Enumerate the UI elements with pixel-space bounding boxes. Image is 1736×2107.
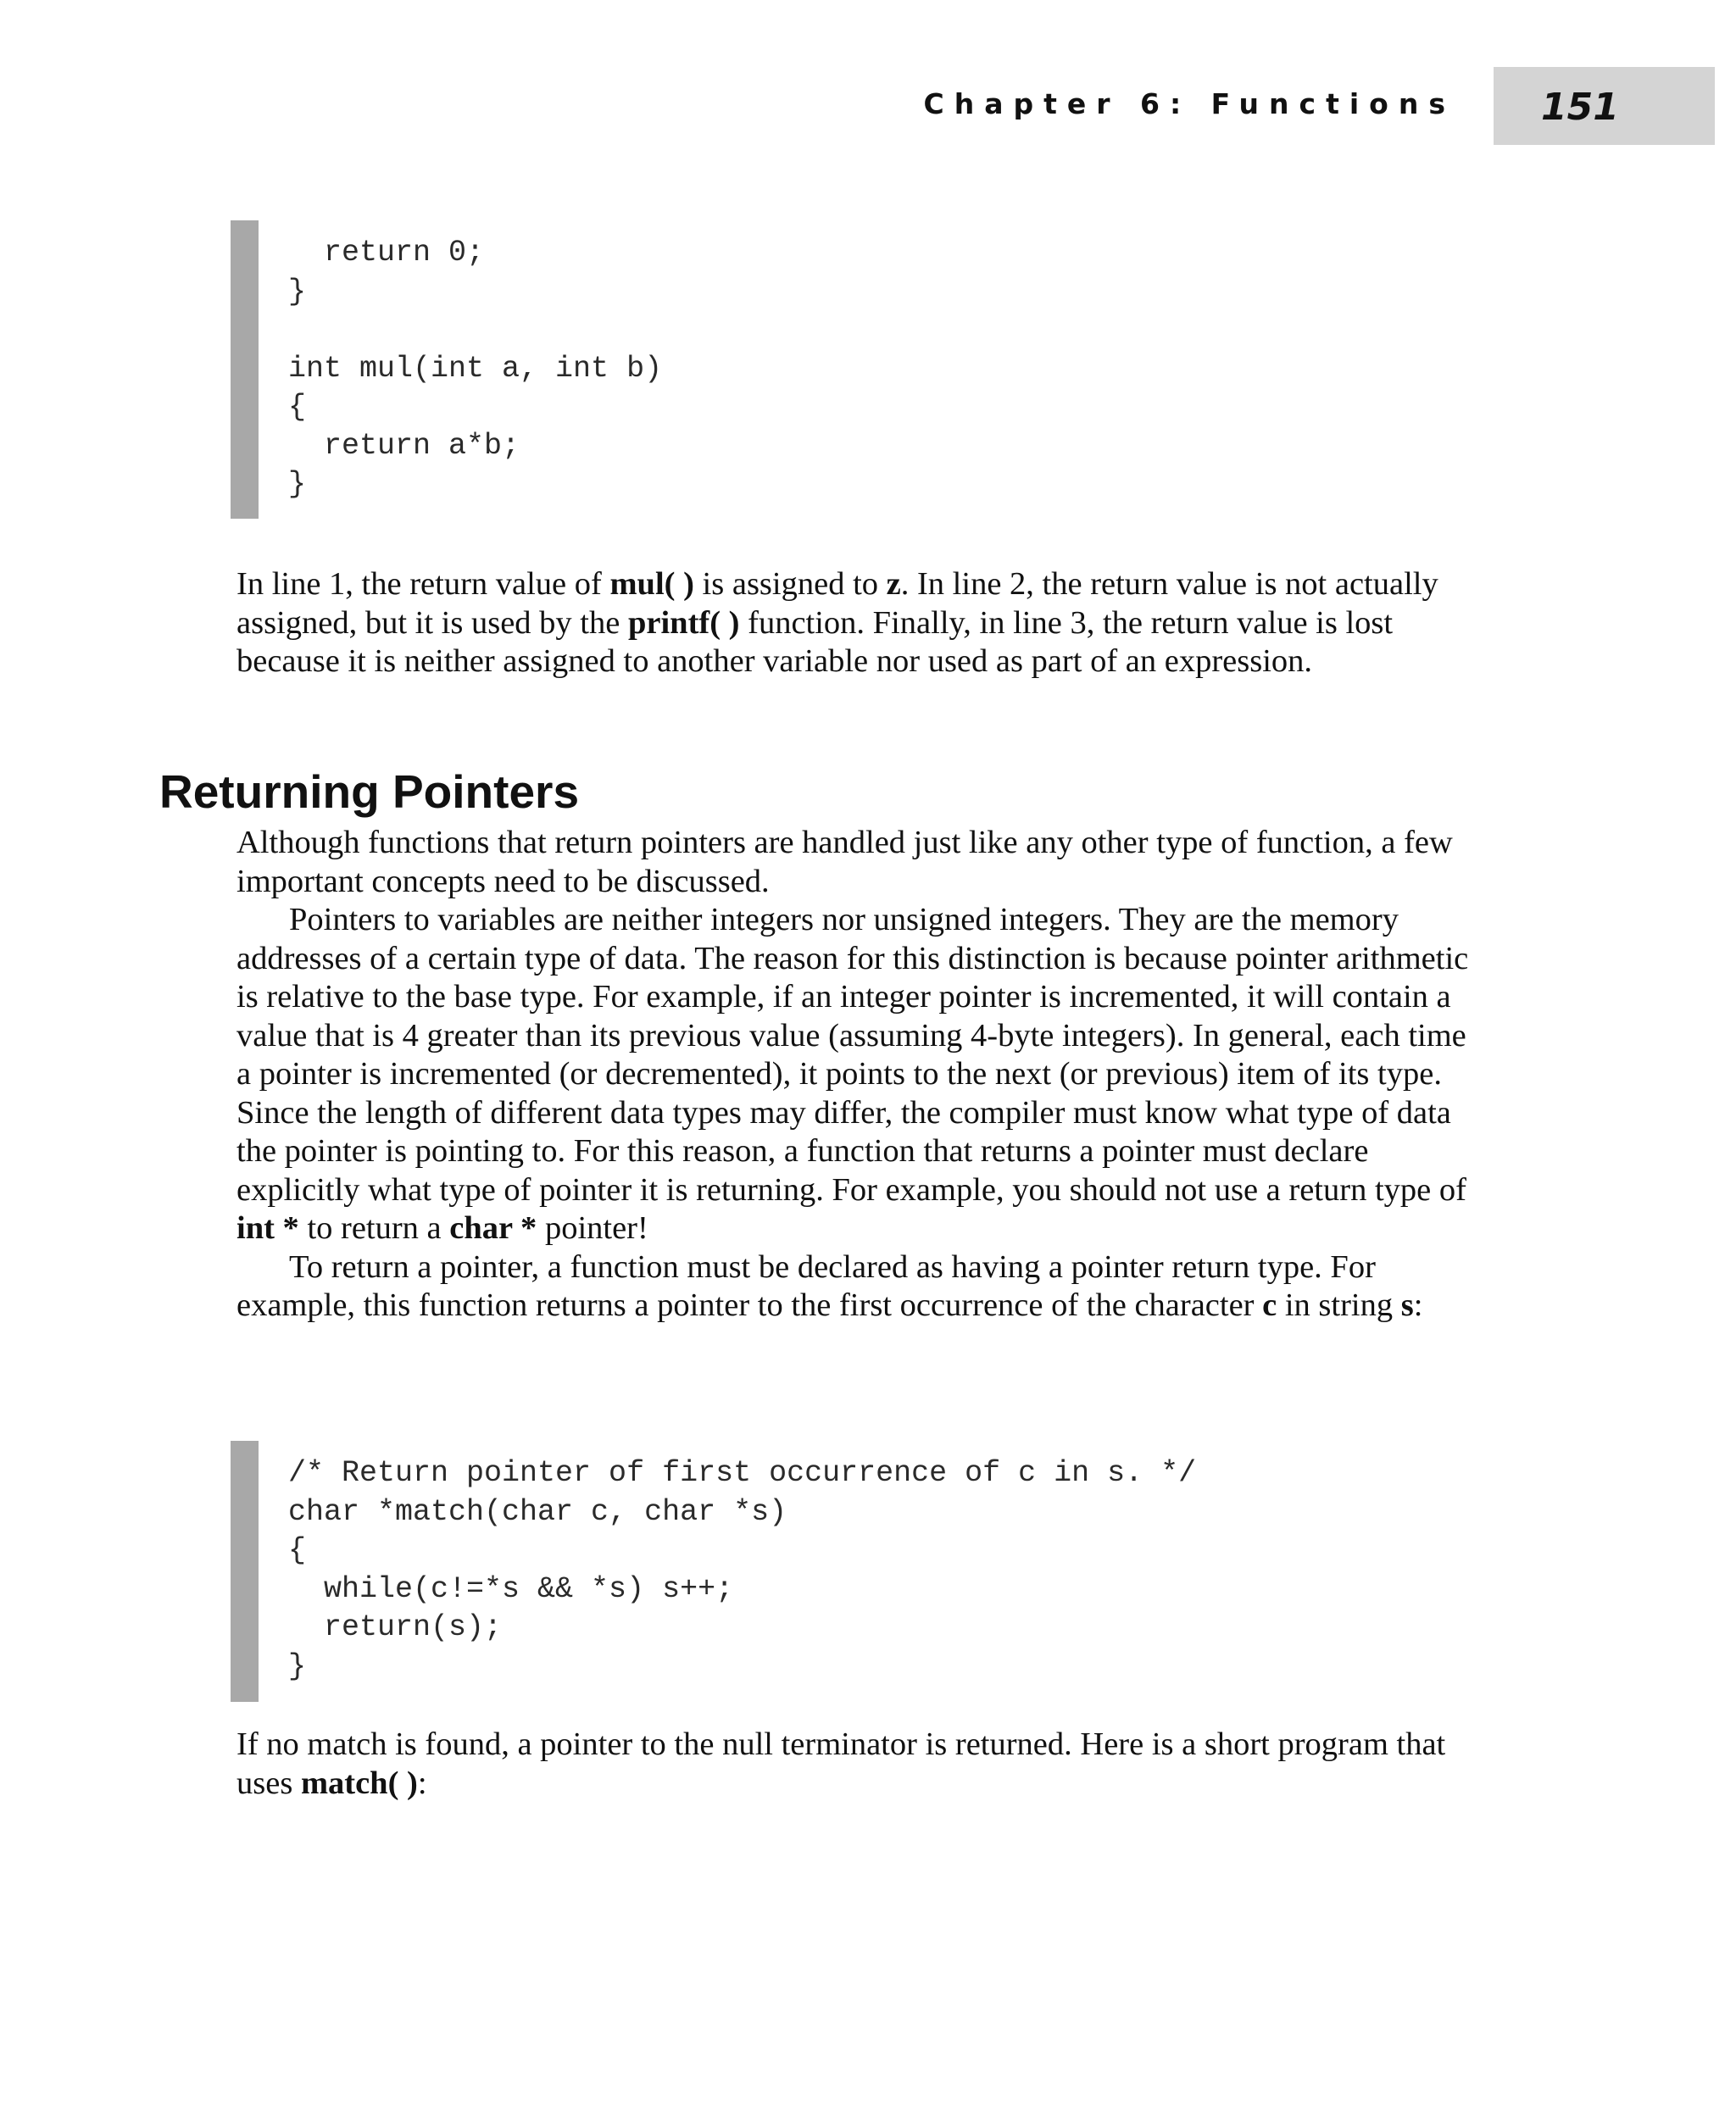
- text-run: If no match is found, a pointer to the null terminator is returned. Here is a short program that uses: [236, 1726, 1446, 1801]
- text-run: :: [417, 1765, 427, 1801]
- code-term-match: match( ): [300, 1765, 418, 1801]
- code-text: return 0; } int mul(int a, int b) { return a*b; }: [288, 236, 663, 501]
- code-term-char-pointer: char *: [449, 1210, 537, 1246]
- section-heading: Returning Pointers: [159, 765, 580, 818]
- text-run: function. Finally, in line 3, the return value is lost because it is neither assigned to another variable nor used as part of an expression.: [236, 604, 1394, 679]
- paragraph: [236, 1248, 1474, 1326]
- paragraph: Although functions that return pointers are handled just like any other type of function, a few important concepts need to be discussed.: [236, 825, 1453, 899]
- text-run: In line 1, the return value of: [236, 566, 610, 602]
- code-term-z: z: [886, 566, 901, 602]
- text-run: in string: [1277, 1287, 1401, 1323]
- code-term-int-pointer: int *: [236, 1210, 299, 1246]
- running-head: Chapter 6: Functions: [923, 87, 1455, 120]
- text-run: pointer!: [537, 1210, 648, 1246]
- text-run: Pointers to variables are neither integers nor unsigned integers. They are the memory addresses of a certain type of data. The reason for this distinction is because pointer arithmetic is relative to the base type. For example, if an integer pointer is incremented, it will contain a value that is 4 greater than its previous value (assuming 4-byte integers). In general, each time a pointer is incremented (or decremented), it points to the next (or previous) item of its type. Since the length of different data types may differ, the compiler must know what type of data the pointer is pointing to. For this reason, a function that returns a pointer must declare explicitly what type of pointer it is returning. For example, you should not use a return type of: [236, 902, 1469, 1208]
- text-run: to return a: [298, 1210, 450, 1246]
- text-run: To return a pointer, a function must be declared as having a pointer return type. For example, this function returns a pointer to the first occurrence of the character: [236, 1248, 1376, 1323]
- text-run: . In line 2, the return value is not actually assigned, but it is used by the: [236, 566, 1438, 641]
- code-term-c: c: [1262, 1287, 1277, 1323]
- text-run: is assigned to: [693, 566, 887, 602]
- paragraph: [236, 565, 1474, 681]
- code-term-printf: printf( ): [627, 604, 740, 641]
- code-term-mul: mul( ): [609, 566, 694, 602]
- body-paragraph-return-values: [236, 565, 1474, 681]
- paragraph: [236, 1726, 1474, 1803]
- code-term-s: s: [1400, 1287, 1414, 1323]
- page-number: 151: [1541, 86, 1619, 129]
- code-listing-match: [231, 1441, 1445, 1702]
- code-text: /* Return pointer of first occurrence of c in s. */ char *match(char c, char *s) { while(c!=*s && *s) s++; return(s); }: [288, 1456, 1197, 1683]
- code-listing-mul: [231, 220, 1445, 519]
- paragraph: [236, 901, 1474, 1248]
- section-body: [236, 824, 1474, 1326]
- text-run: :: [1413, 1287, 1423, 1323]
- body-paragraph-match: [236, 1726, 1474, 1803]
- page-number-tab: [1494, 67, 1715, 145]
